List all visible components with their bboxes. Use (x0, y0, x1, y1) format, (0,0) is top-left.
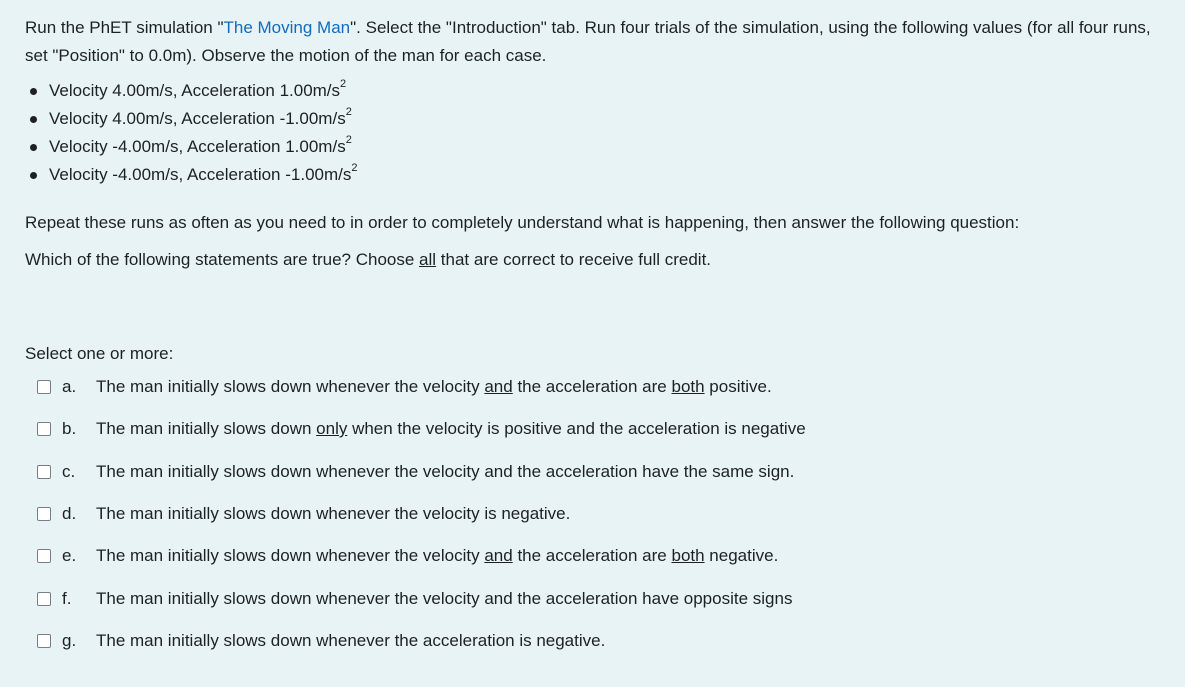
underlined-segment: and (484, 377, 513, 396)
option-letter: c. (62, 462, 76, 481)
trial-exponent: 2 (351, 162, 358, 175)
bullet-icon (30, 172, 37, 179)
emphasis-all: all (419, 250, 437, 269)
text-segment: the acceleration are (512, 546, 672, 565)
underlined-segment: both (671, 377, 705, 396)
text-segment: The man initially slows down whenever the velocity (96, 377, 485, 396)
checkbox[interactable] (37, 380, 51, 394)
underlined-segment: only (316, 419, 348, 438)
trial-text: Velocity 4.00m/s, Acceleration 1.00m/s (49, 81, 341, 100)
bullet-icon (30, 116, 37, 123)
question-intro (25, 14, 1165, 70)
text-segment: when the velocity is positive and the acceleration is negative (347, 419, 806, 438)
trial-exponent: 2 (340, 78, 347, 91)
which-text-end: that are correct to receive full credit. (436, 250, 712, 269)
option-letter: g. (62, 631, 77, 650)
answer-prompt: Select one or more: (25, 344, 174, 363)
option-text (96, 501, 570, 527)
simulation-link[interactable]: The Moving Man (223, 18, 351, 37)
option-text (96, 416, 806, 442)
trial-text: Velocity 4.00m/s, Acceleration -1.00m/s (49, 109, 346, 128)
underlined-segment: both (671, 546, 705, 565)
option-letter: d. (62, 504, 77, 523)
trial-text: Velocity -4.00m/s, Acceleration -1.00m/s (49, 165, 352, 184)
text-segment: The man initially slows down whenever the velocity (96, 546, 485, 565)
option-letter: e. (62, 546, 77, 565)
option-text (96, 543, 778, 569)
option-text (96, 628, 605, 654)
checkbox[interactable] (37, 422, 51, 436)
which-question (25, 247, 711, 273)
text-segment: The man initially slows down whenever the velocity is negative. (96, 504, 571, 523)
checkbox[interactable] (37, 465, 51, 479)
text-segment: The man initially slows down whenever the velocity and the acceleration have the same sign. (96, 462, 795, 481)
checkbox[interactable] (37, 592, 51, 606)
checkbox[interactable] (37, 634, 51, 648)
trial-item (25, 161, 357, 189)
which-text-start: Which of the following statements are true? Choose (25, 250, 420, 269)
option-letter: a. (62, 377, 77, 396)
trial-exponent: 2 (345, 134, 352, 147)
underlined-segment: and (484, 546, 513, 565)
checkbox[interactable] (37, 507, 51, 521)
text-segment: The man initially slows down (96, 419, 317, 438)
trial-item (25, 133, 357, 161)
option-letter: f. (62, 589, 72, 608)
text-segment: negative. (704, 546, 779, 565)
option-letter: b. (62, 419, 77, 438)
trial-list (25, 77, 357, 189)
bullet-icon (30, 88, 37, 95)
trial-item (25, 77, 357, 105)
option-text (96, 459, 794, 485)
option-text (96, 374, 772, 400)
repeat-instructions: Repeat these runs as often as you need to in order to completely understand what is happening, then answer the following question: (25, 213, 1020, 232)
intro-text-end: ". Select the "Introduction" tab. Run four trials of the simulation, using the following values (for all four runs, set "Position" to 0.0m). Observe the motion of the man for each case. (25, 18, 1151, 65)
intro-text-start: Run the PhET simulation " (25, 18, 224, 37)
trial-item (25, 105, 357, 133)
checkbox[interactable] (37, 549, 51, 563)
text-segment: The man initially slows down whenever the velocity and the acceleration have opposite signs (96, 589, 793, 608)
option-text (96, 586, 792, 612)
text-segment: The man initially slows down whenever the acceleration is negative. (96, 631, 606, 650)
trial-exponent: 2 (345, 106, 352, 119)
trial-text: Velocity -4.00m/s, Acceleration 1.00m/s (49, 137, 346, 156)
text-segment: the acceleration are (512, 377, 672, 396)
bullet-icon (30, 144, 37, 151)
text-segment: positive. (704, 377, 772, 396)
